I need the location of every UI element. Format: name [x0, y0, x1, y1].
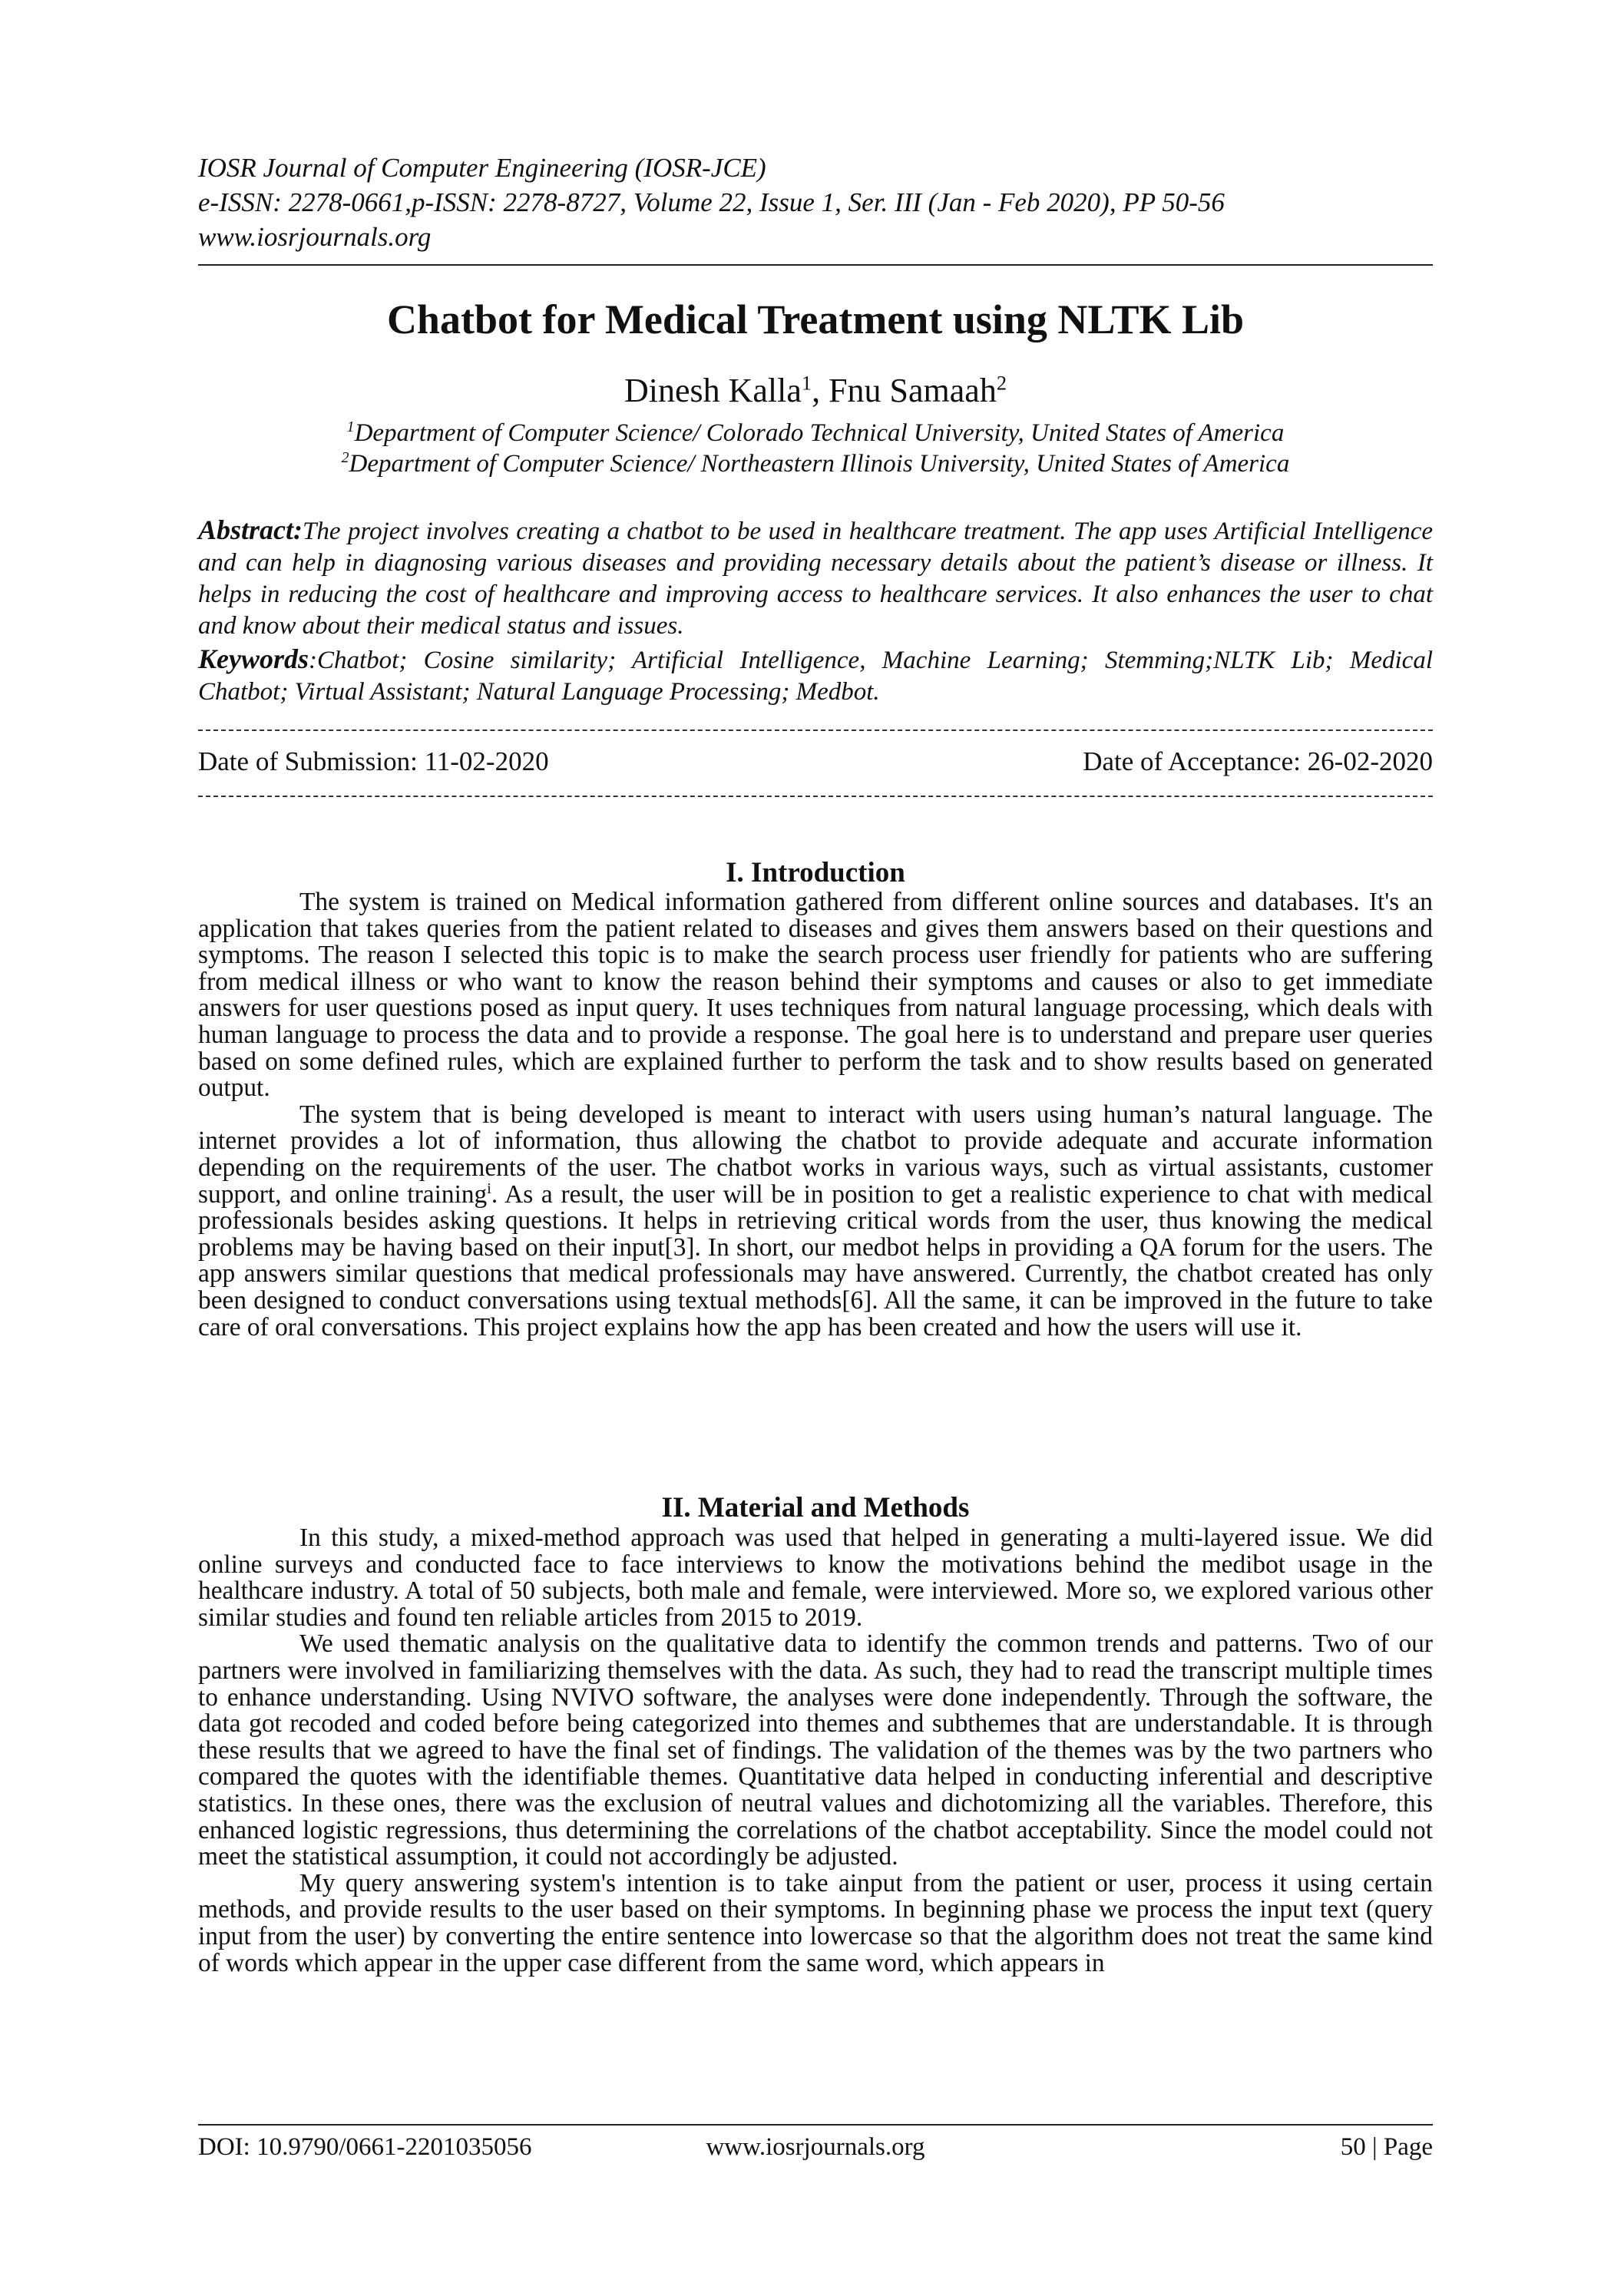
- methods-body: [198, 1525, 1433, 1977]
- section-heading-methods: II. Material and Methods: [661, 1492, 970, 1523]
- methods-paragraph-1: In this study, a mixed-method approach was used that helped in generating a multi-layered issue. We did online surveys and conducted face to face interviews to know the motivations behind the medibot usage in the healthcare industry. A total of 50 subjects, both male and female, were interviewed. More so, we explored various other similar studies and found ten reliable articles from 2015 to 2019.: [198, 1523, 1433, 1632]
- header-rule: [198, 264, 1433, 266]
- paper-title: Chatbot for Medical Treatment using NLTK Lib: [386, 296, 1245, 342]
- journal-url: www.iosrjournals.org: [198, 222, 432, 252]
- author-2-affil-mark: 2: [996, 371, 1007, 395]
- authors: [198, 370, 1433, 412]
- affiliation-1-mark: 1: [346, 419, 355, 435]
- author-separator: ,: [812, 372, 829, 409]
- keywords: [198, 643, 1433, 708]
- journal-name: IOSR Journal of Computer Engineering (IOSR-JCE): [198, 153, 766, 183]
- intro-paragraph-2: [198, 1102, 1433, 1341]
- keywords-label: Keywords: [198, 643, 309, 674]
- author-1: Dinesh Kalla: [623, 372, 802, 409]
- methods-paragraph-3: My query answering system's intention is to take ainput from the patient or user, process it using certain methods, and provide results to the user based on their symptoms. In beginning phase we process the input text (query input from the user) by converting the entire sentence into lowercase so that the algorithm does not treat the same kind of words which appear in the upper case different from the same word, which appears in: [198, 1868, 1433, 1977]
- section-heading-introduction: I. Introduction: [726, 857, 905, 888]
- author-1-affil-mark: 1: [801, 371, 812, 395]
- intro-paragraph-2-part-b: . As a result, the user will be in position to get a realistic experience to chat with medical professionals besides asking questions. It helps in retrieving critical words from the user, thus knowing the medical problems may be having based on their input[3]. In short, our medbot helps in providing a QA forum for the users. The app answers similar questions that medical professionals may have answered. Currently, the chatbot created has only been designed to conduct conversations using textual methods[6]. All the same, it can be improved in the future to take care of oral conversations. This project explains how the app has been created and how the users will use it.: [198, 1179, 1434, 1342]
- author-2: Fnu Samaah: [829, 372, 997, 409]
- affiliation-1: [198, 418, 1433, 448]
- dashed-rule-bottom: [198, 796, 1433, 797]
- intro-paragraph-2-part-a: The system that is being developed is meant to interact with users using human’s natural language. The internet provides a lot of information, thus allowing the chatbot to provide adequate and accurate information depending on the requirements of the user. The chatbot works in various ways, such as virtual assistants, customer support, and online training: [198, 1100, 1433, 1209]
- journal-header: [198, 151, 1433, 254]
- footer-rule: [198, 2124, 1433, 2126]
- intro-paragraph-1: The system is trained on Medical information gathered from different online sources and databases. It's an application that takes queries from the patient related to diseases and gives them answers based on their questions and symptoms. The reason I selected this topic is to make the search process user friendly for patients who are suffering from medical illness or who want to know the reason behind their symptoms and causes or also to get immediate answers for user questions posed as input query. It uses techniques from natural language processing, which deals with human language to process the data and to provide a response. The goal here is to understand and prepare user queries based on some defined rules, which are explained further to perform the task and to show results based on generated output.: [198, 888, 1433, 1103]
- introduction-body: [198, 889, 1433, 1341]
- affiliation-2: [198, 448, 1433, 479]
- acceptance-date: Date of Acceptance: 26-02-2020: [1083, 746, 1433, 776]
- affiliation-2-mark: 2: [341, 449, 349, 466]
- footnote-mark: i: [487, 1179, 491, 1197]
- keywords-text: :Chatbot; Cosine similarity; Artificial Intelligence, Machine Learning; Stemming;NLTK Lib; Medical Chatbot; Virtual Assistant; Natural Language Processing; Medbot.: [198, 647, 1433, 706]
- affiliation-2-text: Department of Computer Science/ Northeastern Illinois University, United States of America: [349, 450, 1290, 478]
- dashed-rule-top: [198, 729, 1433, 731]
- abstract-text: The project involves creating a chatbot to be used in healthcare treatment. The app uses Artificial Intelligence and can help in diagnosing various diseases and providing necessary details about the patient’s disease or illness. It helps in reducing the cost of healthcare and improving access to healthcare services. It also enhances the user to chat and know about their medical status and issues.: [198, 518, 1433, 640]
- footer-site: www.iosrjournals.org: [706, 2133, 925, 2161]
- methods-paragraph-2: We used thematic analysis on the qualitative data to identify the common trends and patterns. Two of our partners were involved in familiarizing themselves with the data. As such, they had to read the transcript multiple times to enhance understanding. Using NVIVO software, the analyses were done independently. Through the software, the data got recoded and coded before being categorized into themes and subthemes that are understandable. It is through these results that we agreed to have the final set of findings. The validation of the themes was by the two partners who compared the quotes with the identifiable themes. Quantitative data helped in conducting inferential and descriptive statistics. In these ones, there was the exclusion of neutral values and dichotomizing all the variables. Therefore, this enhanced logistic regressions, thus determining the correlations of the chatbot acceptability. Since the model could not meet the statistical assumption, it could not accordingly be adjusted.: [198, 1629, 1433, 1871]
- journal-issn: e-ISSN: 2278-0661,p-ISSN: 2278-8727, Volume 22, Issue 1, Ser. III (Jan - Feb 2020), PP 50-56: [198, 187, 1225, 217]
- footer-doi: DOI: 10.9790/0661-2201035056: [198, 2133, 532, 2161]
- footer-page-number: 50 | Page: [1340, 2133, 1433, 2161]
- abstract: [198, 514, 1433, 642]
- submission-date: Date of Submission: 11-02-2020: [198, 746, 549, 776]
- affiliation-1-text: Department of Computer Science/ Colorado Technical University, United States of America: [354, 419, 1285, 447]
- abstract-label: Abstract:: [198, 514, 303, 545]
